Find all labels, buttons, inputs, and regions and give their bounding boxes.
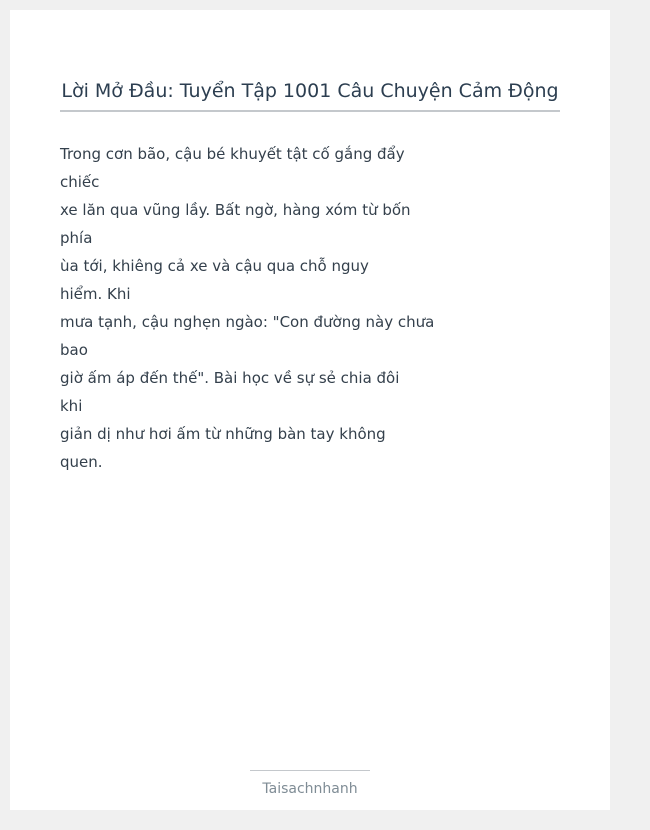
body-line: hiểm. Khi — [60, 285, 131, 303]
body-line: mưa tạnh, cậu nghẹn ngào: "Con đường này chưa — [60, 313, 435, 331]
body-line: giản dị như hơi ấm từ những bàn tay không — [60, 425, 386, 443]
body-paragraph — [60, 140, 435, 476]
body-line: giờ ấm áp đến thế". Bài học về sự sẻ chia đôi — [60, 369, 400, 387]
footer-divider — [250, 770, 370, 771]
title-divider — [60, 110, 560, 112]
footer-brand: Taisachnhanh — [262, 781, 358, 797]
body-line: bao — [60, 341, 88, 359]
body-line: chiếc — [60, 173, 100, 191]
body-line: phía — [60, 229, 93, 247]
document-page — [10, 10, 610, 810]
body-line: xe lăn qua vũng lầy. Bất ngờ, hàng xóm từ bốn — [60, 201, 411, 219]
body-line: Trong cơn bão, cậu bé khuyết tật cố gắng đẩy — [60, 145, 405, 163]
body-line: ùa tới, khiêng cả xe và cậu qua chỗ nguy — [60, 257, 369, 275]
page-title: Lời Mở Đầu: Tuyển Tập 1001 Câu Chuyện Cảm Động — [61, 80, 559, 102]
body-line: quen. — [60, 453, 103, 471]
body-line: khi — [60, 397, 83, 415]
